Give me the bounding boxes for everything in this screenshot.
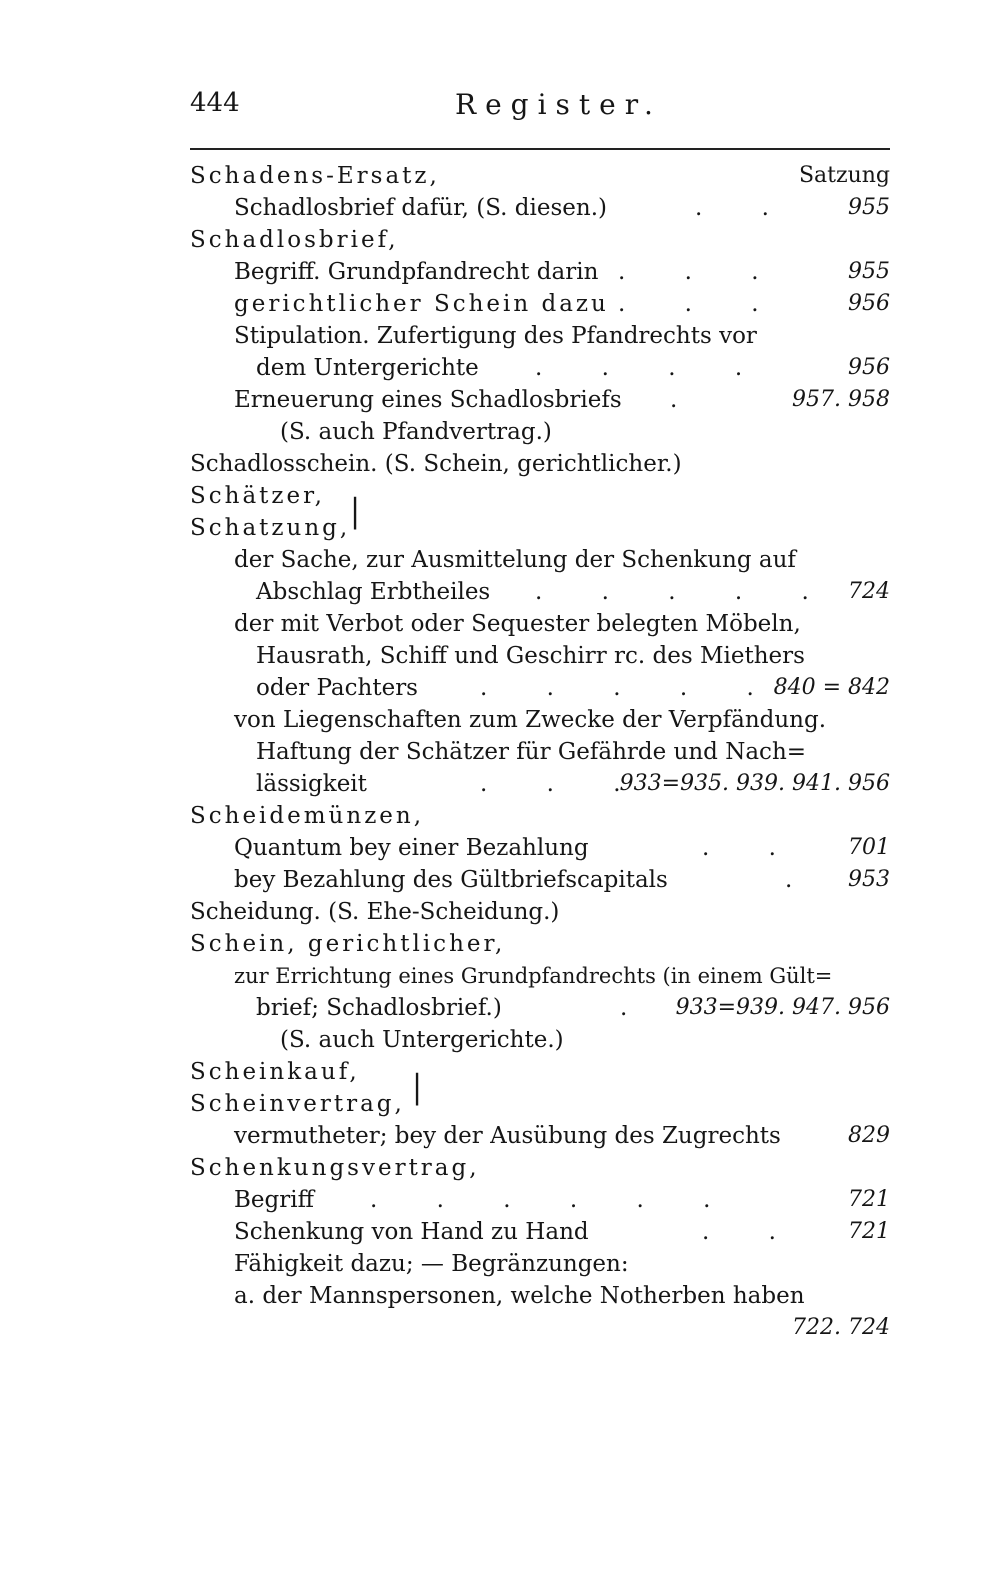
leader-dots: . . . . (535, 355, 769, 381)
entry-page-ref: Satzung (798, 163, 890, 188)
entry-text: Schadlosschein. (S. Schein, gerichtlicher.) (190, 451, 682, 477)
index-entry (190, 1216, 890, 1248)
entry-text: lässigkeit (256, 771, 367, 797)
leader-dots: . (620, 995, 654, 1021)
entry-text: Hausrath, Schiff und Geschirr rc. des Miethers (256, 643, 805, 669)
entry-text: Schatzung, (190, 515, 351, 541)
entry-text: Stipulation. Zufertigung des Pfandrechts vor (234, 323, 757, 349)
entry-text: (S. auch Untergerichte.) (280, 1027, 564, 1053)
entry-text: von Liegenschaften zum Zwecke der Verpfändung. (234, 707, 827, 733)
entry-text: Schein, gerichtlicher, (190, 931, 506, 957)
entry-text: oder Pachters (256, 675, 418, 701)
entry-text: Abschlag Erbtheiles (256, 579, 491, 605)
index-entry (190, 704, 890, 736)
entry-page-ref: 933=939. 947. 956 (675, 995, 890, 1020)
index-entry (190, 288, 890, 320)
entry-text: Scheinvertrag, (190, 1091, 405, 1117)
index-entry (190, 352, 890, 384)
index-entry (190, 928, 890, 960)
header-rule (190, 148, 890, 150)
index-entry (190, 1312, 890, 1344)
entry-text: bey Bezahlung des Gültbriefscapitals (234, 867, 668, 893)
entry-text: Schadlosbrief dafür, (S. diesen.) (234, 195, 607, 221)
index-entry (190, 640, 890, 672)
entry-page-ref: 722. 724 (792, 1315, 890, 1340)
index-entry (190, 1280, 890, 1312)
index-entry (190, 800, 890, 832)
entry-page-ref: 721 (848, 1219, 890, 1244)
entry-page-ref: 957. 958 (792, 387, 890, 412)
entry-page-ref: 721 (848, 1187, 890, 1212)
leader-dots: . . . . . (535, 579, 835, 605)
entry-text: Erneuerung eines Schadlosbriefs (234, 387, 622, 413)
leader-dots: . . . . . (480, 675, 780, 701)
leader-dots: . . (702, 1219, 802, 1245)
index-entry (190, 992, 890, 1024)
entry-text: Schenkung von Hand zu Hand (234, 1219, 589, 1245)
entry-text: brief; Schadlosbrief.) (256, 995, 502, 1021)
index-entry (190, 960, 890, 992)
index-entry (190, 160, 890, 192)
entry-page-ref: 955 (848, 195, 890, 220)
entry-page-ref: 724 (848, 579, 890, 604)
entry-text: gerichtlicher Schein dazu (234, 291, 609, 317)
leader-dots: . (670, 387, 704, 413)
leader-dots: . . (702, 835, 802, 861)
index-entry (190, 832, 890, 864)
entry-text: a. der Mannspersonen, welche Notherben haben (234, 1283, 805, 1309)
leader-dots: . . . (618, 259, 785, 285)
leader-dots: . (785, 867, 819, 893)
page-number: 444 (190, 88, 240, 118)
index-entry (190, 1088, 890, 1120)
entry-page-ref: 701 (848, 835, 890, 860)
index-entry (190, 1184, 890, 1216)
entry-page-ref: 955 (848, 259, 890, 284)
entry-page-ref: 956 (848, 291, 890, 316)
index-entry (190, 384, 890, 416)
grouping-brace: | (350, 492, 361, 531)
index-entry (190, 1024, 890, 1056)
running-head: Register. (455, 88, 662, 121)
entry-text: Fähigkeit dazu; — Begränzungen: (234, 1251, 629, 1277)
entry-text: Scheinkauf, (190, 1059, 360, 1085)
leader-dots: . . . (618, 291, 785, 317)
index-entry (190, 416, 890, 448)
entry-text: zur Errichtung eines Grundpfandrechts (in einem Gült= (234, 964, 833, 988)
index-entry (190, 224, 890, 256)
entry-text: (S. auch Pfandvertrag.) (280, 419, 552, 445)
entry-text: Scheidemünzen, (190, 803, 425, 829)
index-entry (190, 256, 890, 288)
index-entry (190, 192, 890, 224)
index-entry (190, 1152, 890, 1184)
entry-text: Begriff. Grundpfandrecht darin (234, 259, 599, 285)
index-entry (190, 448, 890, 480)
leader-dots: . . . (480, 771, 647, 797)
entry-page-ref: 840 = 842 (773, 675, 890, 700)
index-entry (190, 736, 890, 768)
entry-page-ref: 953 (848, 867, 890, 892)
entry-text: vermutheter; bey der Ausübung des Zugrechts (234, 1123, 781, 1149)
index-entry (190, 864, 890, 896)
entry-page-ref: 829 (848, 1123, 890, 1148)
entry-page-ref: 933=935. 939. 941. 956 (619, 771, 890, 796)
entry-text: Schätzer, (190, 483, 325, 509)
entry-text: Schadlosbrief, (190, 227, 399, 253)
entry-page-ref: 956 (848, 355, 890, 380)
entry-text: Haftung der Schätzer für Gefährde und Nach= (256, 739, 807, 765)
leader-dots: . . (695, 195, 795, 221)
entry-text: Begriff (234, 1187, 314, 1213)
entry-text: Schadens-Ersatz, (190, 163, 440, 189)
index-entry (190, 608, 890, 640)
index-entry (190, 1120, 890, 1152)
index-entry (190, 896, 890, 928)
entry-text: dem Untergerichte (256, 355, 479, 381)
index-entry (190, 320, 890, 352)
index-entry (190, 768, 890, 800)
index-entry (190, 672, 890, 704)
entry-text: der mit Verbot oder Sequester belegten Möbeln, (234, 611, 801, 637)
index-entry (190, 576, 890, 608)
leader-dots: . . . . . . (370, 1187, 737, 1213)
entry-text: Scheidung. (S. Ehe-Scheidung.) (190, 899, 560, 925)
grouping-brace: | (412, 1068, 423, 1107)
index-entry (190, 544, 890, 576)
entry-text: der Sache, zur Ausmittelung der Schenkung auf (234, 547, 796, 573)
index-entry (190, 512, 890, 544)
entry-text: Schenkungsvertrag, (190, 1155, 480, 1181)
index-entry (190, 1248, 890, 1280)
entry-text: Quantum bey einer Bezahlung (234, 835, 589, 861)
index-entries (190, 160, 890, 1344)
